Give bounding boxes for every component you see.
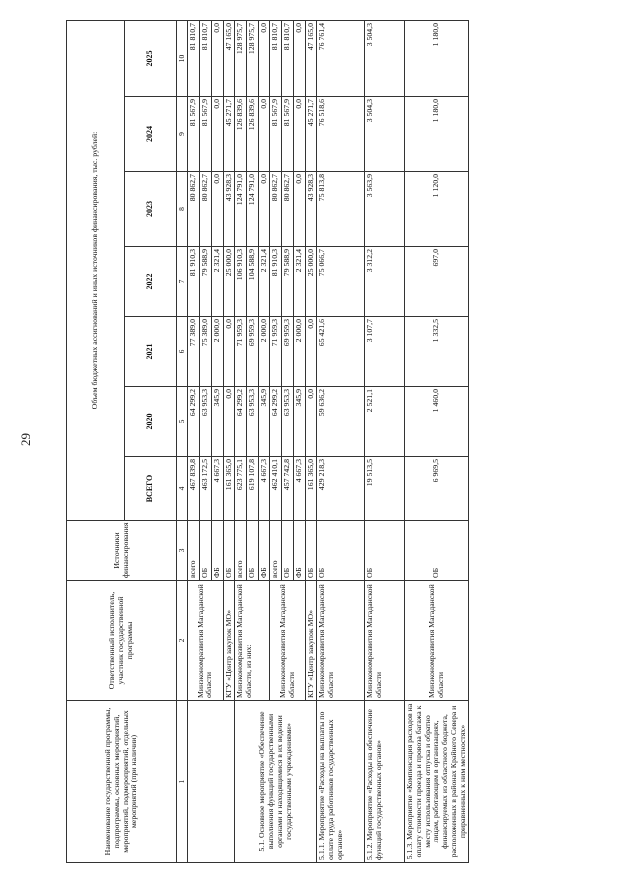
table-row xyxy=(317,20,365,862)
value-cell: 76 518,6 xyxy=(317,97,365,172)
value-cell: 81 567,9 xyxy=(282,97,294,172)
value-cell: 345,9 xyxy=(293,387,305,457)
value-cell: 64 299,2 xyxy=(270,387,282,457)
value-cell: 4 667,3 xyxy=(293,457,305,521)
value-cell: 81 810,7 xyxy=(200,20,212,96)
value-cell: 6 969,5 xyxy=(405,457,469,521)
value-cell: 0,0 xyxy=(223,387,235,457)
value-cell: 1 120,0 xyxy=(405,172,469,247)
header-source: Источники финансирования xyxy=(67,521,177,581)
value-cell: 64 299,2 xyxy=(235,387,247,457)
table-row xyxy=(405,20,469,862)
value-cell: 3 563,9 xyxy=(365,172,405,247)
value-cell: 457 742,8 xyxy=(282,457,294,521)
header-year: 2023 xyxy=(125,172,177,247)
source-cell: ОБ xyxy=(317,521,365,581)
value-cell: 0,0 xyxy=(258,20,270,96)
executor-cell: Минэкономразвития Магаданской области xyxy=(365,581,405,701)
page-number: 29 xyxy=(18,433,33,446)
value-cell: 126 839,6 xyxy=(235,97,247,172)
value-cell: 81 567,9 xyxy=(200,97,212,172)
source-cell: ОБ xyxy=(200,521,212,581)
value-cell: 80 862,7 xyxy=(282,172,294,247)
source-cell: ОБ xyxy=(246,521,258,581)
value-cell: 81 910,3 xyxy=(270,247,282,317)
value-cell: 3 107,7 xyxy=(365,317,405,387)
header-executor: Ответственный исполнитель, участник государственной программы xyxy=(67,581,177,701)
name-cell: 5.1.3. Мероприятие «Компенсация расходов на оплату стоимости проезда и провоза багажа к месту использования отпуска и обратно лицам, работающим в организациях, финансируемых из областного бюджета, расположенных в районах Крайнего Севера и приравненных к ним местностях» xyxy=(405,701,469,863)
value-cell: 124 791,0 xyxy=(246,172,258,247)
value-cell: 77 389,0 xyxy=(188,317,200,387)
executor-cell: КГУ «Центр закупок МО» xyxy=(305,581,317,701)
col-index: 4 xyxy=(177,457,188,521)
source-cell: ОБ xyxy=(365,521,405,581)
source-cell: всего xyxy=(188,521,200,581)
value-cell: 345,9 xyxy=(258,387,270,457)
name-cell: 5.1.2. Мероприятие «Расходы на обеспечение функций государственных органов» xyxy=(365,701,405,863)
source-cell: ОБ xyxy=(223,521,235,581)
value-cell: 0,0 xyxy=(211,20,223,96)
table-row xyxy=(188,20,200,862)
value-cell: 80 862,7 xyxy=(188,172,200,247)
col-index: 5 xyxy=(177,387,188,457)
value-cell: 59 636,2 xyxy=(317,387,365,457)
value-cell: 25 000,0 xyxy=(223,247,235,317)
value-cell: 429 218,3 xyxy=(317,457,365,521)
value-cell: 47 165,0 xyxy=(223,20,235,96)
value-cell: 69 959,3 xyxy=(246,317,258,387)
value-cell: 69 959,3 xyxy=(282,317,294,387)
source-cell: всего xyxy=(270,521,282,581)
value-cell: 80 862,7 xyxy=(270,172,282,247)
value-cell: 71 959,3 xyxy=(270,317,282,387)
header-year: 2020 xyxy=(125,387,177,457)
header-name: Наименование государственной программы, подпрограммы, основных мероприятий, мероприятий, подмероприятий, отдельных мероприятий (при наличии) xyxy=(67,701,177,863)
funding-table xyxy=(66,20,469,863)
value-cell: 106 910,3 xyxy=(235,247,247,317)
value-cell: 1 460,0 xyxy=(405,387,469,457)
value-cell: 0,0 xyxy=(293,97,305,172)
value-cell: 19 513,5 xyxy=(365,457,405,521)
header-year: 2022 xyxy=(125,247,177,317)
value-cell: 63 953,3 xyxy=(246,387,258,457)
value-cell: 2 321,4 xyxy=(211,247,223,317)
value-cell: 79 588,9 xyxy=(282,247,294,317)
source-cell: всего xyxy=(235,521,247,581)
header-year: 2021 xyxy=(125,317,177,387)
header-funding: Объем бюджетных ассигнований и иных источников финансирования, тыс. рублей: xyxy=(67,20,125,520)
value-cell: 0,0 xyxy=(223,317,235,387)
value-cell: 2 321,4 xyxy=(258,247,270,317)
executor-cell: Минэкономразвития Магаданской области, из них: xyxy=(235,581,270,701)
value-cell: 3 504,3 xyxy=(365,20,405,96)
value-cell: 81 810,7 xyxy=(282,20,294,96)
executor-cell: Минэкономразвития Магаданской области xyxy=(405,581,469,701)
source-cell: ФБ xyxy=(258,521,270,581)
value-cell: 81 567,9 xyxy=(270,97,282,172)
executor-cell: Минэкономразвития Магаданской области xyxy=(270,581,305,701)
value-cell: 45 271,7 xyxy=(223,97,235,172)
value-cell: 80 862,7 xyxy=(200,172,212,247)
header-year: 2024 xyxy=(125,97,177,172)
value-cell: 47 165,0 xyxy=(305,20,317,96)
value-cell: 463 172,5 xyxy=(200,457,212,521)
value-cell: 0,0 xyxy=(258,97,270,172)
value-cell: 64 299,2 xyxy=(188,387,200,457)
value-cell: 65 421,6 xyxy=(317,317,365,387)
value-cell: 0,0 xyxy=(211,172,223,247)
value-cell: 2 000,0 xyxy=(211,317,223,387)
value-cell: 25 000,0 xyxy=(305,247,317,317)
value-cell: 79 588,9 xyxy=(200,247,212,317)
value-cell: 43 928,3 xyxy=(305,172,317,247)
value-cell: 623 775,1 xyxy=(235,457,247,521)
value-cell: 1 332,5 xyxy=(405,317,469,387)
value-cell: 81 810,7 xyxy=(270,20,282,96)
value-cell: 104 588,9 xyxy=(246,247,258,317)
col-index: 7 xyxy=(177,247,188,317)
col-index: 6 xyxy=(177,317,188,387)
value-cell: 45 271,7 xyxy=(305,97,317,172)
source-cell: ОБ xyxy=(282,521,294,581)
value-cell: 345,9 xyxy=(211,387,223,457)
col-index: 2 xyxy=(177,581,188,701)
value-cell: 124 791,0 xyxy=(235,172,247,247)
value-cell: 63 953,3 xyxy=(282,387,294,457)
name-cell: 5.1.1. Мероприятие «Расходы на выплаты по оплате труда работников государственных органов» xyxy=(317,701,365,863)
value-cell: 81 810,7 xyxy=(188,20,200,96)
value-cell: 4 667,3 xyxy=(258,457,270,521)
source-cell: ОБ xyxy=(405,521,469,581)
value-cell: 2 321,4 xyxy=(293,247,305,317)
value-cell: 2 521,1 xyxy=(365,387,405,457)
value-cell: 0,0 xyxy=(293,172,305,247)
value-cell: 126 839,6 xyxy=(246,97,258,172)
source-cell: ФБ xyxy=(211,521,223,581)
value-cell: 128 975,7 xyxy=(235,20,247,96)
col-index: 10 xyxy=(177,20,188,96)
value-cell: 1 180,0 xyxy=(405,97,469,172)
value-cell: 467 839,8 xyxy=(188,457,200,521)
name-cell xyxy=(188,701,235,863)
source-cell: ОБ xyxy=(305,521,317,581)
table-row xyxy=(365,20,405,862)
value-cell: 75 066,7 xyxy=(317,247,365,317)
value-cell: 0,0 xyxy=(258,172,270,247)
col-index: 9 xyxy=(177,97,188,172)
value-cell: 75 389,0 xyxy=(200,317,212,387)
col-index: 1 xyxy=(177,701,188,863)
executor-cell: Минэкономразвития Магаданской области xyxy=(188,581,223,701)
value-cell: 63 953,3 xyxy=(200,387,212,457)
name-cell-5-1: 5.1. Основное мероприятие «Обеспечение выполнения функций государственными органами и находящимися в их ведении государственными учреждениями» xyxy=(235,701,317,863)
value-cell: 81 567,9 xyxy=(188,97,200,172)
value-cell: 71 959,3 xyxy=(235,317,247,387)
rotated-table-frame xyxy=(66,21,582,863)
source-cell: ФБ xyxy=(293,521,305,581)
value-cell: 462 410,1 xyxy=(270,457,282,521)
table-row xyxy=(235,20,247,862)
value-cell: 75 813,8 xyxy=(317,172,365,247)
value-cell: 3 312,2 xyxy=(365,247,405,317)
value-cell: 0,0 xyxy=(293,20,305,96)
value-cell: 0,0 xyxy=(305,317,317,387)
value-cell: 619 107,8 xyxy=(246,457,258,521)
value-cell: 2 000,0 xyxy=(293,317,305,387)
value-cell: 81 910,3 xyxy=(188,247,200,317)
value-cell: 3 504,3 xyxy=(365,97,405,172)
executor-cell: КГУ «Центр закупок МО» xyxy=(223,581,235,701)
value-cell: 43 928,3 xyxy=(223,172,235,247)
value-cell: 697,0 xyxy=(405,247,469,317)
value-cell: 161 365,0 xyxy=(223,457,235,521)
value-cell: 161 365,0 xyxy=(305,457,317,521)
col-index: 8 xyxy=(177,172,188,247)
value-cell: 1 180,0 xyxy=(405,20,469,96)
header-year: 2025 xyxy=(125,20,177,96)
value-cell: 0,0 xyxy=(211,97,223,172)
value-cell: 76 761,4 xyxy=(317,20,365,96)
value-cell: 128 975,7 xyxy=(246,20,258,96)
header-total: ВСЕГО xyxy=(125,457,177,521)
value-cell: 2 000,0 xyxy=(258,317,270,387)
value-cell: 0,0 xyxy=(305,387,317,457)
executor-cell: Минэкономразвития Магаданской области xyxy=(317,581,365,701)
value-cell: 4 667,3 xyxy=(211,457,223,521)
col-index: 3 xyxy=(177,521,188,581)
